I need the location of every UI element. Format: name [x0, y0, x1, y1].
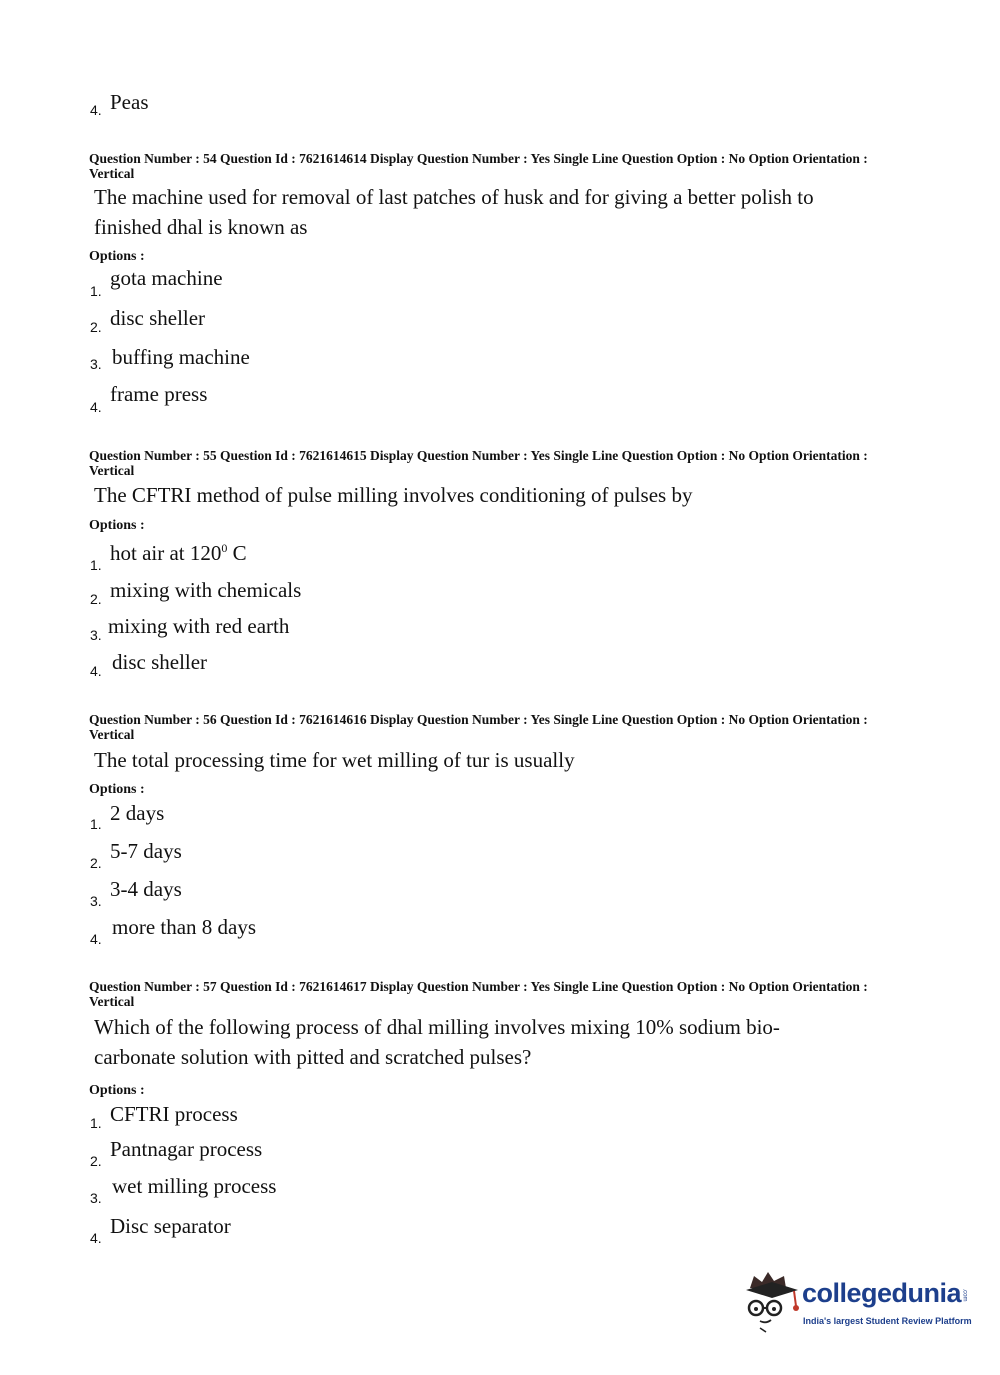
option-text: gota machine	[110, 266, 223, 290]
options-label-54: Options :	[89, 249, 145, 264]
option-number: 2.	[90, 1153, 102, 1169]
mascot-icon	[740, 1268, 802, 1338]
option-number: 4.	[90, 399, 102, 415]
option-text: 5-7 days	[110, 839, 182, 863]
option-number: 3.	[90, 356, 102, 372]
question-header-57: Question Number : 57 Question Id : 7621614617 Display Question Number : Yes Single Line Question Option : No Option Orientation : Vertical	[89, 979, 868, 1009]
question-header-55: Question Number : 55 Question Id : 7621614615 Display Question Number : Yes Single Line Question Option : No Option Orientation : Vertical	[89, 448, 868, 478]
question-text-54: The machine used for removal of last patches of husk and for giving a better polish to finished dhal is known as	[94, 185, 814, 239]
options-label-56: Options :	[89, 782, 145, 797]
option-text: frame press	[110, 382, 208, 406]
option-number: 1.	[90, 816, 102, 832]
option-number: 3.	[90, 1190, 102, 1206]
options-label-57: Options :	[89, 1083, 145, 1098]
option-number: 3.	[90, 627, 102, 643]
option-number: 2.	[90, 319, 102, 335]
option-number: 1.	[90, 557, 102, 573]
question-header-54: Question Number : 54 Question Id : 7621614614 Display Question Number : Yes Single Line Question Option : No Option Orientation : Vertical	[89, 151, 868, 181]
option-text: mixing with red earth	[108, 614, 290, 638]
option-text: Pantnagar process	[110, 1137, 263, 1161]
option-text: Peas	[110, 90, 149, 114]
option-text: 2 days	[110, 801, 165, 825]
option-number: 4.	[90, 931, 102, 947]
question-text-55: The CFTRI method of pulse milling involves conditioning of pulses by	[94, 483, 693, 507]
option-text: Disc separator	[110, 1214, 231, 1238]
option-text: 3-4 days	[110, 877, 182, 901]
question-text-57: Which of the following process of dhal milling involves mixing 10% sodium bio-carbonate solution with pitted and scratched pulses?	[94, 1015, 780, 1069]
option-text: wet milling process	[112, 1174, 277, 1198]
option-number: 4.	[90, 1230, 102, 1246]
logo-wordmark: collegedunia	[802, 1278, 962, 1308]
option-text: CFTRI process	[110, 1102, 238, 1126]
option-text: disc sheller	[110, 306, 206, 330]
option-number: 1.	[90, 1115, 102, 1131]
question-text-56: The total processing time for wet milling of tur is usually	[94, 748, 575, 772]
option-number: 4.	[90, 663, 102, 679]
option-number: 1.	[90, 283, 102, 299]
logo-tagline: India's largest Student Review Platform	[803, 1316, 972, 1326]
option-text: disc sheller	[112, 650, 208, 674]
option-text: mixing with chemicals	[110, 578, 302, 602]
option-number: 4.	[90, 102, 102, 118]
option-text: more than 8 days	[112, 915, 257, 939]
option-text: buffing machine	[112, 345, 250, 369]
options-label-55: Options :	[89, 518, 145, 533]
option-number: 2.	[90, 591, 102, 607]
option-number: 2.	[90, 855, 102, 871]
question-header-56: Question Number : 56 Question Id : 7621614616 Display Question Number : Yes Single Line Question Option : No Option Orientation : Vertical	[89, 712, 868, 742]
logo-suffix: .com	[961, 1288, 968, 1302]
option-number: 3.	[90, 893, 102, 909]
option-text: hot air at $120^0$ C	[110, 541, 247, 565]
collegedunia-logo	[740, 1268, 970, 1340]
